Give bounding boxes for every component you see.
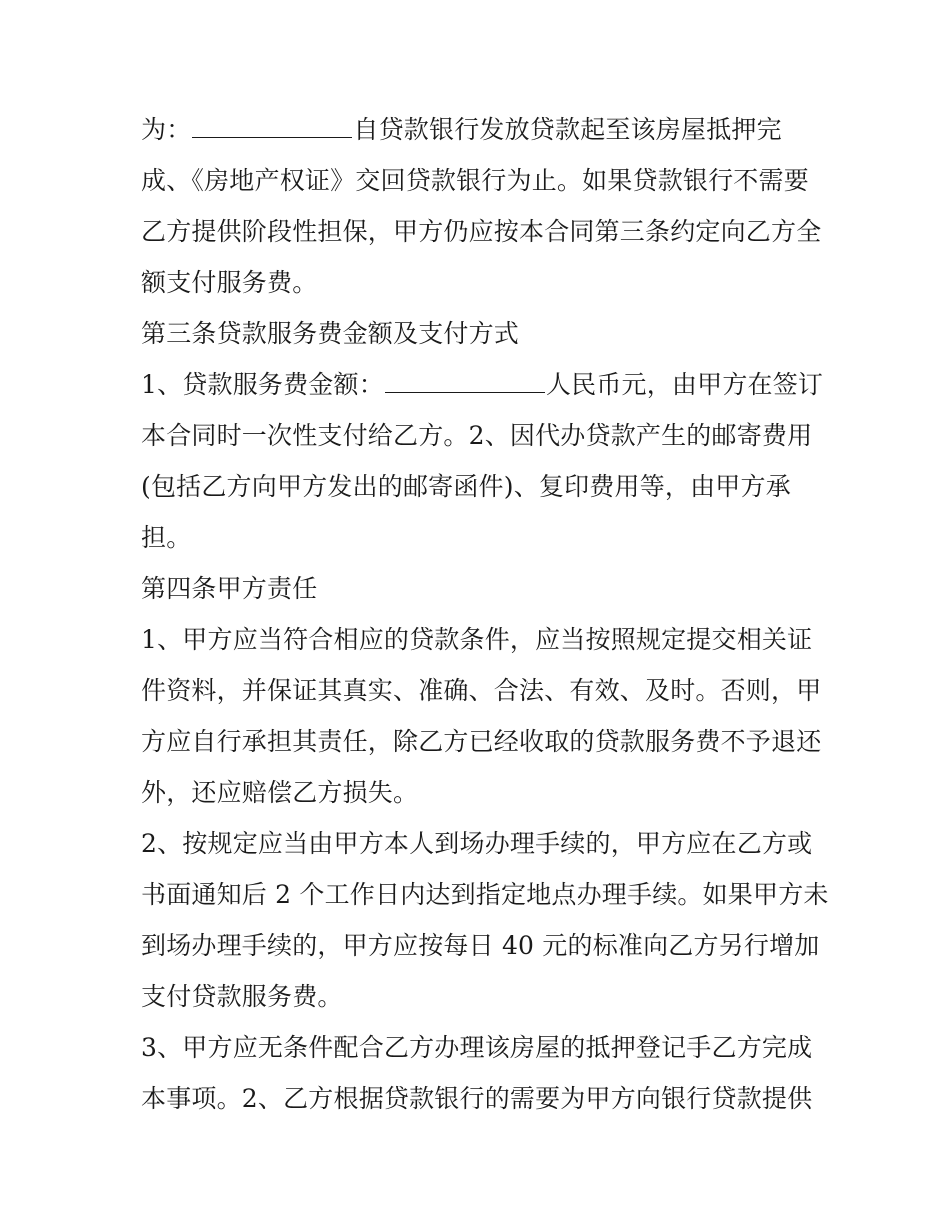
line-text: 为： bbox=[141, 115, 192, 144]
text-line: 件资料，并保证其真实、准确、合法、有效、及时。否则，甲 bbox=[141, 676, 822, 705]
section-heading: 第四条甲方责任 bbox=[141, 574, 318, 603]
text-line: 担。 bbox=[141, 523, 192, 552]
text-line: 额支付服务费。 bbox=[141, 268, 318, 297]
text-line: 2、按规定应当由甲方本人到场办理手续的，甲方应在乙方或 bbox=[141, 829, 813, 858]
line-text: 人民币元，由甲方在签订 bbox=[545, 370, 824, 399]
text-line bbox=[141, 359, 824, 410]
text-line: 本事项。2、乙方根据贷款银行的需要为甲方向银行贷款提供 bbox=[141, 1084, 813, 1113]
text-line: 乙方提供阶段性担保，甲方仍应按本合同第三条约定向乙方全 bbox=[141, 217, 822, 246]
text-line: 书面通知后 2 个工作日内达到指定地点办理手续。如果甲方未 bbox=[141, 880, 829, 909]
text-line: (包括乙方向甲方发出的邮寄函件)、复印费用等，由甲方承 bbox=[141, 472, 791, 501]
document-body bbox=[141, 104, 829, 1124]
text-line: 成、《房地产权证》交回贷款银行为止。如果贷款银行不需要 bbox=[141, 166, 809, 195]
text-line: 外，还应赔偿乙方损失。 bbox=[141, 778, 419, 807]
text-line: 本合同时一次性支付给乙方。2、因代办贷款产生的邮寄费用 bbox=[141, 421, 813, 450]
blank-field bbox=[192, 117, 352, 138]
text-line: 方应自行承担其责任，除乙方已经收取的贷款服务费不予退还 bbox=[141, 727, 822, 756]
line-text: 1、贷款服务费金额： bbox=[141, 370, 384, 399]
text-line bbox=[141, 104, 821, 155]
section-heading: 第三条贷款服务费金额及支付方式 bbox=[141, 319, 520, 348]
text-line: 到场办理手续的，甲方应按每日 40 元的标准向乙方另行增加 bbox=[141, 931, 820, 960]
text-line: 3、甲方应无条件配合乙方办理该房屋的抵押登记手乙方完成 bbox=[141, 1033, 813, 1062]
text-line: 1、甲方应当符合相应的贷款条件，应当按照规定提交相关证 bbox=[141, 625, 813, 654]
text-line: 支付贷款服务费。 bbox=[141, 982, 343, 1011]
line-text: 自贷款银行发放贷款起至该房屋抵押完 bbox=[353, 115, 782, 144]
blank-field bbox=[385, 372, 545, 393]
